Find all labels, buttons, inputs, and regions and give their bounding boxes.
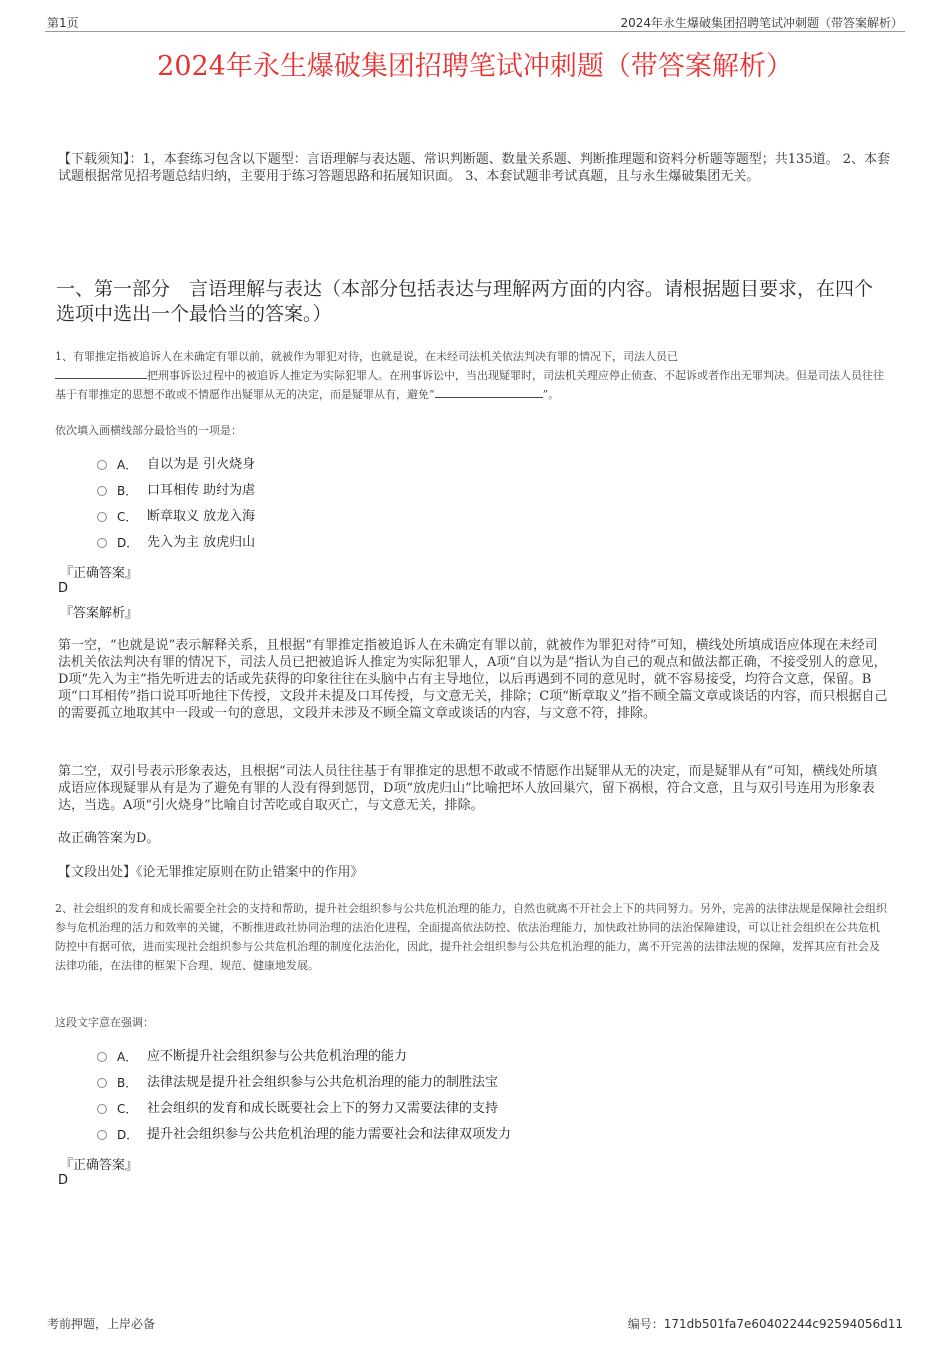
q2-option-b[interactable]: B． 法律法规是提升社会组织参与公共危机治理的能力的制胜法宝 <box>97 1074 498 1092</box>
q1-analysis-2: 第二空，双引号表示形象表达，且根据“司法人员往往基于有罪推定的思想不敢或不情愿作出疑罪从无的决定，而是疑罪从有”可知，横线处所填成语应体现疑罪从有是为了避免有罪的人没有得到惩罚，D项“放虎归山”比喻把坏人放回巢穴，留下祸根，符合文意，且与双引号连用为形象表达，当选。A项“引火烧身”比喻自讨苦吃或自取灭亡，与文意无关，排除。 <box>58 764 878 813</box>
q2-option-c[interactable]: C． 社会组织的发育和成长既要社会上下的努力又需要法律的支持 <box>97 1100 498 1118</box>
q1-prompt: 依次填入画横线部分最恰当的一项是： <box>55 424 242 437</box>
fill-blank-2 <box>435 397 543 398</box>
q1-stem-part-a: 1、有罪推定指被追诉人在未确定有罪以前，就被作为罪犯对待，也就是说，在未经司法机关依法判决有罪的情况下，司法人员已 <box>55 350 678 363</box>
q1-stem-part-b: 把刑事诉讼过程中的被追诉人推定为实际犯罪人。在刑事诉讼中，当出现疑罪时，司法机关理应停止侦查、不起诉或者作出无罪判决。但是司法人员往往基于有罪推定的思想不敢或不情愿作出疑罪从无的决定，而是疑罪从有，避免“ <box>55 369 884 401</box>
q1-option-d[interactable]: D． 先入为主 放虎归山 <box>97 534 255 552</box>
footer-code-value: 171db501fa7e60402244c92594056d11 <box>663 1317 903 1331</box>
radio-icon[interactable] <box>97 1078 107 1088</box>
radio-icon[interactable] <box>97 486 107 496</box>
footer-code-label: 编号： <box>627 1317 664 1331</box>
q1-option-c[interactable]: C． 断章取义 放龙入海 <box>97 508 255 526</box>
q1-option-a[interactable]: A． 自以为是 引火烧身 <box>97 456 255 474</box>
q1-stem-part-c: ”。 <box>542 388 560 401</box>
q2-answer-label: 『正确答案』 <box>60 1158 139 1173</box>
q1-source: 【文段出处】《论无罪推定原则在防止错案中的作用》 <box>58 865 364 880</box>
q1-answer: D <box>58 581 69 596</box>
q2-prompt: 这段文字意在强调： <box>55 1016 154 1029</box>
q1-analysis-1: 第一空，“也就是说”表示解释关系，且根据“有罪推定指被追诉人在未确定有罪以前，就被作为罪犯对待”可知，横线处所填成语应体现在未经司法机关依法判决有罪的情况下，司法人员已把被追诉人推定为实际犯罪人，A项“自以为是”指认为自己的观点和做法都正确，不接受别人的意见，D项“先入为主”指先听进去的话或先获得的印象往往在头脑中占有主导地位，以后再遇到不同的意见时，就不容易接受，均符合文意，保留。B项“口耳相传”指口说耳听地往下传授，文段并未提及口耳传授，与文意无关，排除；C项“断章取义”指不顾全篇文章或谈话的内容，而只根据自己的需要孤立地取其中一段或一句的意思，文段并未涉及不顾全篇文章或谈话的内容，与文意不符，排除。 <box>58 638 888 721</box>
section-heading: 一、第一部分 言语理解与表达（本部分包括表达与理解两方面的内容。请根据题目要求，在四个选项中选出一个最恰当的答案。） <box>56 278 874 325</box>
q2-answer: D <box>58 1173 69 1188</box>
page-number: 第1页 <box>47 16 79 30</box>
running-title: 2024年永生爆破集团招聘笔试冲刺题（带答案解析） <box>620 16 903 30</box>
q2-option-d[interactable]: D． 提升社会组织参与公共危机治理的能力需要社会和法律双项发力 <box>97 1126 511 1144</box>
header-divider <box>45 31 905 32</box>
q1-answer-label: 『正确答案』 <box>60 566 139 581</box>
footer-code <box>628 1315 903 1332</box>
question-1-stem <box>55 347 890 404</box>
radio-icon[interactable] <box>97 460 107 470</box>
radio-icon[interactable] <box>97 512 107 522</box>
q1-option-b[interactable]: B． 口耳相传 助纣为虐 <box>97 482 255 500</box>
radio-icon[interactable] <box>97 1130 107 1140</box>
q1-analysis-label: 『答案解析』 <box>60 606 139 621</box>
footer-slogan: 考前押题，上岸必备 <box>47 1317 156 1331</box>
question-2-stem: 2、社会组织的发育和成长需要全社会的支持和帮助，提升社会组织参与公共危机治理的能力，自然也就离不开社会上下的共同努力。另外，完善的法律法规是保障社会组织参与危机治理的活力和效率的关键，不断推进政社协同治理的法治化进程，全面提高依法防控、依法治理能力，加快政社协同的法治保障建设，可以让社会组织在公共危机防控中有据可依，进而实现社会组织参与公共危机治理的制度化法治化，因此，提升社会组织参与公共危机治理的能力，离不开完善的法律法规的保障，发挥其应有社会及法律功能，在法律的框架下合理、规范、健康地发展。 <box>55 902 887 972</box>
radio-icon[interactable] <box>97 1052 107 1062</box>
radio-icon[interactable] <box>97 1104 107 1114</box>
fill-blank-1 <box>55 378 147 379</box>
radio-icon[interactable] <box>97 538 107 548</box>
q2-option-a[interactable]: A． 应不断提升社会组织参与公共危机治理的能力 <box>97 1048 407 1066</box>
download-notice: 【下载须知】：1，本套练习包含以下题型：言语理解与表达题、常识判断题、数量关系题、判断推理题和资料分析题等题型；共135道。 2、本套试题根据常见招考题总结归纳，主要用于练习答题思路和拓展知识面。 3、本套试题非考试真题，且与永生爆破集团无关。 <box>58 152 890 184</box>
q1-conclusion: 故正确答案为D。 <box>58 831 160 846</box>
page-title: 2024年永生爆破集团招聘笔试冲刺题（带答案解析） <box>157 51 793 82</box>
